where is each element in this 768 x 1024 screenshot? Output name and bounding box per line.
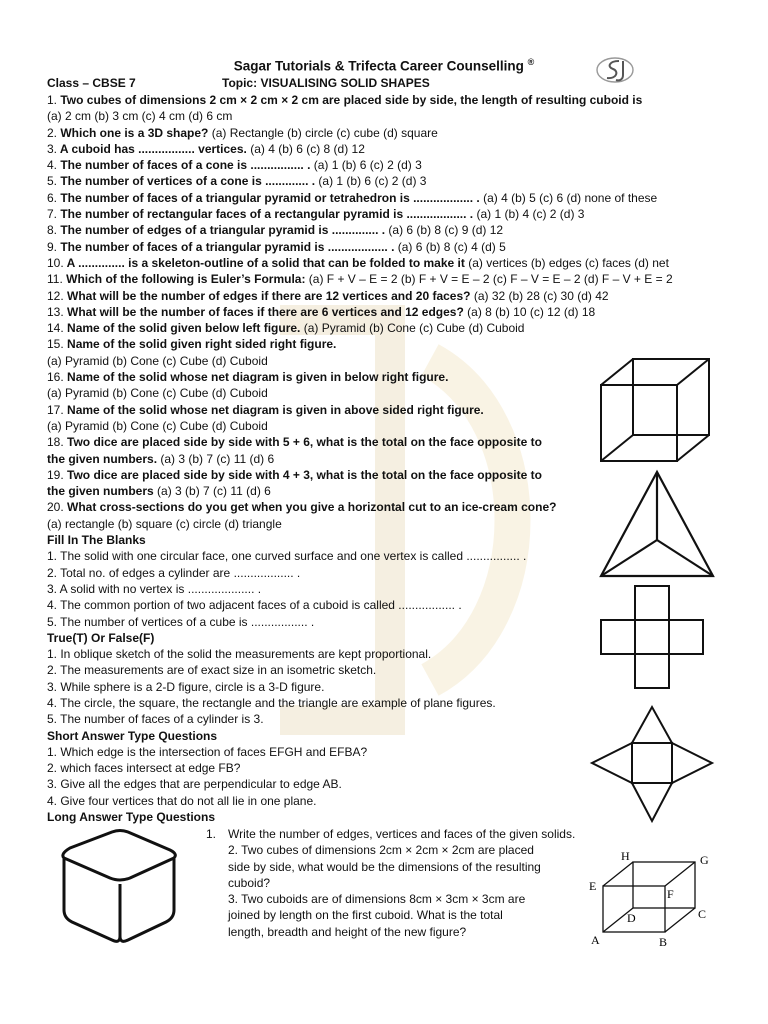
class-label: Class – CBSE 7 [47, 76, 136, 90]
question-options: (a) Pyramid (b) Cone (c) Cube (d) Cuboid [300, 321, 525, 336]
list-item: 2. which faces intersect at edge FB? [47, 761, 241, 776]
question-number: 14. [47, 321, 64, 336]
vertex-label-f: F [667, 887, 674, 901]
question-text: Name of the solid given right sided right figure. [63, 337, 337, 352]
question-options: (a) 2 cm (b) 3 cm (c) 4 cm (d) 6 cm [47, 109, 233, 124]
section-heading: Short Answer Type Questions [47, 728, 218, 743]
question-text: The number of faces of a cone is ................ . [57, 158, 311, 173]
list-item: 4. The circle, the square, the rectangle and the triangle are example of plane figures. [47, 695, 496, 710]
long-answer-block [206, 826, 626, 940]
long-answer-line: cuboid? [228, 875, 271, 890]
question-text: Name of the solid whose net diagram is given in below right figure. [63, 370, 449, 385]
topic-label: Topic: VISUALISING SOLID SHAPES [222, 76, 430, 90]
question-text: What cross-sections do you get when you give a horizontal cut to an ice-cream cone? [63, 500, 557, 515]
question-number: 1. [47, 93, 58, 107]
list-item: 5. The number of vertices of a cube is ................. . [47, 614, 315, 629]
mcq-line [47, 141, 707, 157]
question-text: The number of faces of a triangular pyramid or tetrahedron is .................. . [57, 190, 480, 205]
question-text: The number of vertices of a cone is ............. . [57, 174, 316, 189]
question-text: What will be the number of edges if there are 12 vertices and 20 faces? [63, 288, 471, 303]
section-heading: True(T) Or False(F) [47, 630, 155, 645]
question-options: (a) Rectangle (b) circle (c) cube (d) square [208, 125, 438, 140]
question-options: (a) Pyramid (b) Cone (c) Cube (d) Cuboid [47, 386, 268, 401]
list-item: 1. Which edge is the intersection of faces EFGH and EFBA? [47, 744, 368, 759]
question-number: 16. [47, 370, 64, 385]
list-item: 1. The solid with one circular face, one curved surface and one vertex is called ................ . [47, 549, 527, 564]
question-text: Two dice are placed side by side with 4 + 3, what is the total on the face opposite to [63, 467, 542, 482]
question-number: 4. [47, 158, 58, 173]
registered-mark: ® [527, 57, 535, 67]
question-text: Name of the solid given below left figure. [63, 321, 301, 336]
question-options: (a) 1 (b) 4 (c) 2 (d) 3 [473, 207, 585, 222]
mcq-line [47, 271, 707, 287]
mcq-line [47, 206, 707, 222]
vertex-label-b: B [659, 935, 668, 949]
question-text: A cuboid has ................. vertices. [57, 141, 247, 156]
question-options: (a) rectangle (b) square (c) circle (d) triangle [47, 516, 282, 531]
question-number: 9. [47, 239, 58, 254]
question-text: The number of edges of a triangular pyramid is .............. . [57, 223, 386, 238]
mcq-line [47, 288, 707, 304]
question-options: (a) 4 (b) 6 (c) 8 (d) 12 [246, 141, 365, 156]
mcq-line [47, 320, 707, 336]
question-options: (a) 1 (b) 6 (c) 2 (d) 3 [310, 158, 422, 173]
question-number: 3. [47, 141, 58, 156]
mcq-line [47, 239, 707, 255]
question-number: 13. [47, 304, 64, 319]
question-number: 19. [47, 467, 64, 482]
long-answer-line: side by side, what would be the dimensions of the resulting [228, 859, 541, 874]
question-text: The number of faces of a triangular pyramid is .................. . [57, 239, 395, 254]
question-number: 10. [47, 255, 64, 270]
mcq-line [47, 304, 707, 320]
list-item: 1. In oblique sketch of the solid the measurements are kept proportional. [47, 647, 432, 662]
question-options: (a) Pyramid (b) Cone (c) Cube (d) Cuboid [47, 353, 268, 368]
question-options: (a) 3 (b) 7 (c) 11 (d) 6 [153, 484, 271, 499]
mcq-line [47, 125, 707, 141]
long-answer-line: 2. Two cubes of dimensions 2cm × 2cm × 2cm are placed [228, 843, 534, 858]
long-answer-line: 3. Two cuboids are of dimensions 8cm × 3cm × 3cm are [228, 892, 526, 907]
cube-wireframe-figure [595, 355, 715, 467]
long-answer-line: length, breadth and height of the new figure? [228, 924, 467, 939]
labelled-cuboid-figure [585, 848, 720, 950]
vertex-label-h: H [621, 849, 630, 863]
question-text: Which of the following is Euler’s Formula: [62, 272, 306, 287]
question-text: Two dice are placed side by side with 5 + 6, what is the total on the face opposite to [63, 435, 542, 450]
question-options: (a) Pyramid (b) Cone (c) Cube (d) Cuboid [47, 418, 268, 433]
question-options: (a) 8 (b) 10 (c) 12 (d) 18 [463, 304, 596, 319]
vertex-label-e: E [589, 879, 597, 893]
rounded-cube-figure [50, 826, 185, 946]
mcq-line [47, 173, 707, 189]
list-item: 2. The measurements are of exact size in an isometric sketch. [47, 663, 377, 678]
question-text: Two cubes of dimensions 2 cm × 2 cm × 2 cm are placed side by side, the length of resulting cuboid is [57, 93, 643, 107]
cube-net-figure [595, 582, 715, 704]
page-title: Sagar Tutorials & Trifecta Career Counselling ® [233, 57, 535, 74]
vertex-label-g: G [700, 853, 709, 867]
question-number: 11. [47, 272, 63, 287]
question-text: The number of rectangular faces of a rectangular pyramid is .................. . [57, 207, 474, 222]
question-text: Which one is a 3D shape? [57, 125, 209, 140]
long-answer-q1: 1. Write the number of edges, vertices and faces of the given solids. [206, 827, 576, 841]
mcq-line [47, 222, 707, 238]
vertex-label-a: A [591, 933, 600, 947]
question-options: (a) 6 (b) 8 (c) 9 (d) 12 [385, 223, 504, 238]
vertex-label-d: D [627, 911, 636, 925]
question-number: 20. [47, 500, 64, 515]
mcq-line [47, 255, 707, 271]
question-options: (a) vertices (b) edges (c) faces (d) net [464, 255, 669, 270]
list-item: 5. The number of faces of a cylinder is 3. [47, 712, 264, 727]
question-options: (a) 3 (b) 7 (c) 11 (d) 6 [157, 451, 275, 466]
list-item: 3. A solid with no vertex is .................... . [47, 581, 262, 596]
mcq-line [47, 92, 707, 108]
list-item: 3. While sphere is a 2-D figure, circle is a 3-D figure. [47, 679, 325, 694]
question-number: 15. [47, 337, 64, 352]
question-number: 2. [47, 125, 58, 140]
question-options: (a) 4 (b) 5 (c) 6 (d) none of these [479, 190, 658, 205]
question-options: (a) 1 (b) 6 (c) 2 (d) 3 [315, 174, 427, 189]
question-number: 7. [47, 207, 58, 222]
section-heading: Fill In The Blanks [47, 533, 146, 548]
question-options: (a) 6 (b) 8 (c) 4 (d) 5 [394, 239, 506, 254]
question-options: (a) 32 (b) 28 (c) 30 (d) 42 [470, 288, 609, 303]
mcq-line [47, 336, 707, 352]
question-number: 6. [47, 190, 58, 205]
question-number: 18. [47, 435, 64, 450]
mcq-line [47, 157, 707, 173]
question-number: 8. [47, 223, 58, 238]
list-item: 4. The common portion of two adjacent faces of a cuboid is called ................. . [47, 598, 462, 613]
list-item: 3. Give all the edges that are perpendicular to edge AB. [47, 777, 342, 792]
list-item: 4. Give four vertices that do not all lie in one plane. [47, 793, 317, 808]
question-text: the given numbers [47, 484, 154, 499]
long-answer-line: joined by length on the first cuboid. What is the total [228, 908, 503, 923]
question-text: What will be the number of faces if there are 6 vertices and 12 edges? [63, 304, 464, 319]
vertex-label-c: C [698, 907, 707, 921]
question-number: 17. [47, 402, 64, 417]
section-heading: Long Answer Type Questions [47, 810, 216, 825]
question-options: (a) F + V – E = 2 (b) F + V = E – 2 (c) F – V = E – 2 (d) F – V + E = 2 [305, 272, 673, 287]
list-item: 2. Total no. of edges a cylinder are .................. . [47, 565, 301, 580]
triangular-pyramid-figure [595, 468, 720, 583]
mcq-line [47, 190, 707, 206]
question-text: Name of the solid whose net diagram is given in above sided right figure. [63, 402, 484, 417]
question-number: 12. [47, 288, 64, 303]
question-text: the given numbers. [47, 451, 158, 466]
question-number: 5. [47, 174, 58, 189]
square-pyramid-net-figure [588, 703, 716, 828]
mcq-line [47, 108, 707, 124]
question-text: A .............. is a skeleton-outline of a solid that can be folded to make it [63, 255, 465, 270]
